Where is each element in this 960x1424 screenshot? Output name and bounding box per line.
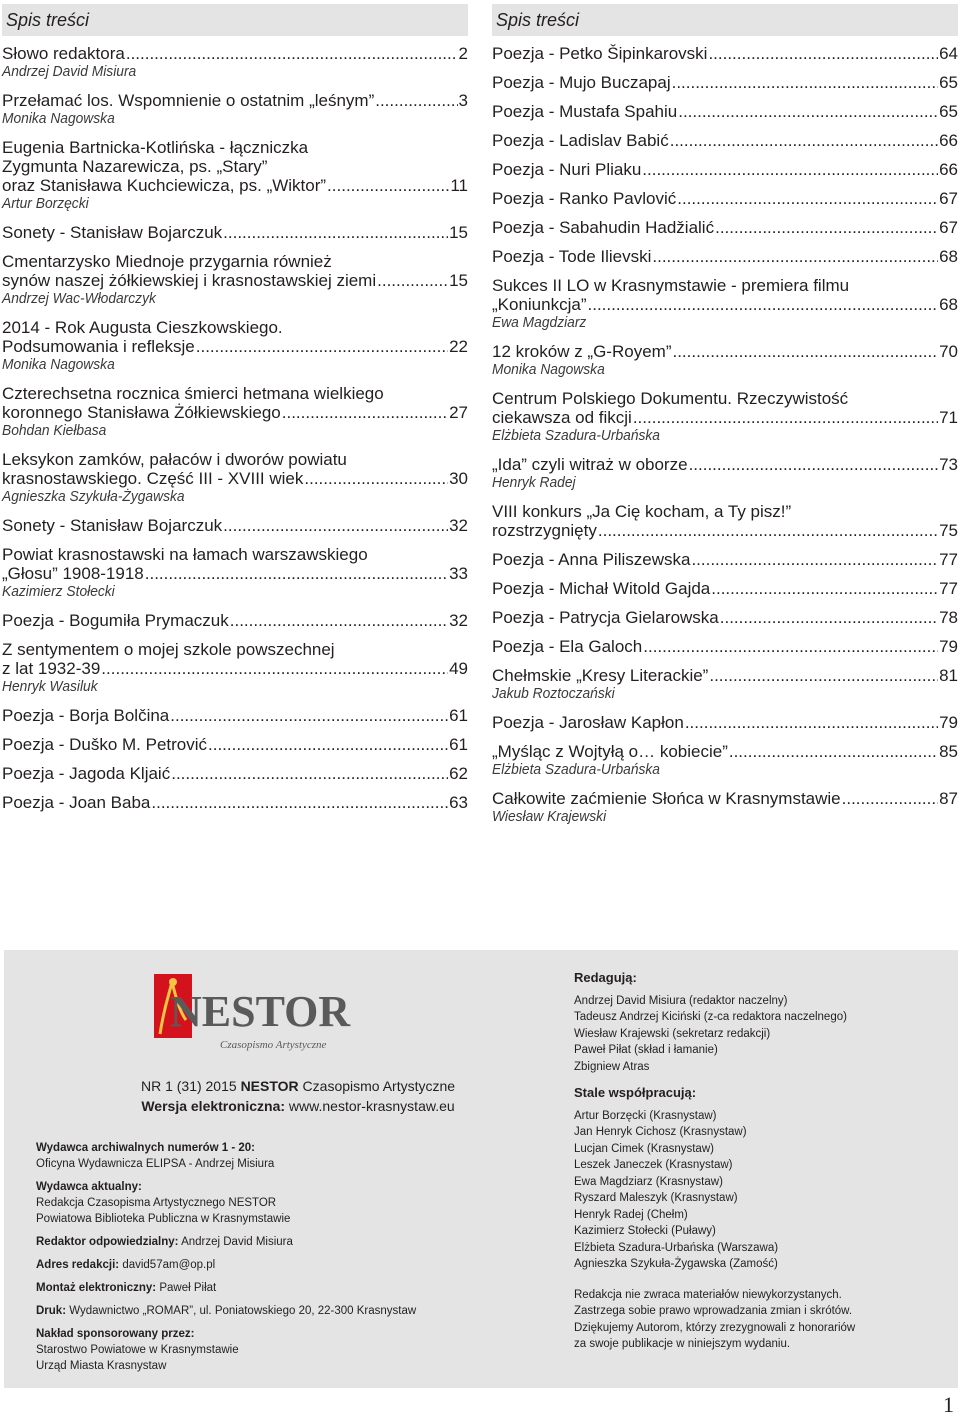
contributor-name: Elżbieta Szadura-Urbańska (Warszawa) — [574, 1241, 779, 1254]
toc-entry-row — [2, 223, 468, 242]
editor-name: Paweł Piłat (skład i łamanie) — [574, 1044, 718, 1056]
publisher-value: Powiatowa Biblioteka Publiczna w Krasnymstawie — [36, 1213, 291, 1225]
toc-entry-title: Podsumowania i refleksje — [2, 337, 195, 356]
toc-entry-author: Elżbieta Szadura-Urbańska — [492, 761, 660, 778]
toc-entry[interactable] — [2, 223, 468, 242]
contributor-name: Jan Henryk Cichosz (Krasnystaw) — [574, 1126, 747, 1138]
publisher-block — [36, 1326, 516, 1374]
toc-leader-dots — [708, 44, 938, 63]
toc-page-number: 63 — [449, 793, 468, 812]
publisher-label: Druk: — [36, 1305, 67, 1317]
toc-entry[interactable] — [2, 384, 468, 440]
toc-entry[interactable] — [492, 276, 958, 332]
toc-entry-title: Poezja - Jagoda Kljaić — [2, 764, 171, 783]
toc-leader-dots — [101, 659, 448, 678]
toc-leader-dots — [196, 337, 448, 356]
toc-page-number: 79 — [939, 637, 958, 656]
page-number: 1 — [943, 1392, 954, 1417]
publisher-block — [36, 1280, 516, 1296]
toc-entry-row — [2, 516, 468, 535]
toc-entry-author: Andrzej David Misiura — [2, 63, 137, 80]
toc-page-number: 11 — [450, 176, 468, 195]
editor-name: Tadeusz Andrzej Kiciński (z-ca redaktora naczelnego) — [574, 1011, 847, 1023]
toc-leader-dots — [670, 131, 938, 150]
toc-entry-row — [2, 403, 468, 422]
toc-list — [492, 44, 958, 826]
toc-entry-author: Ewa Magdziarz — [492, 314, 587, 331]
toc-entry-title: Poezja - Mujo Buczapaj — [492, 73, 671, 92]
toc-entry-row — [492, 521, 958, 540]
toc-page-number: 79 — [939, 713, 958, 732]
toc-entry-title: Poezja - Sabahudin Hadžialić — [492, 218, 715, 237]
toc-entry[interactable] — [2, 793, 468, 812]
toc-entry-title: synów naszej żółkiewskiej i krasnostawskiej ziemi — [2, 271, 377, 290]
toc-entry[interactable] — [2, 318, 468, 374]
publisher-block — [36, 1303, 516, 1319]
toc-entry-row — [492, 247, 958, 266]
issue-subtitle: Czasopismo Artystyczne — [302, 1078, 456, 1094]
note-line: Zastrzega sobie prawo wprowadzania zmian i skrótów. — [574, 1305, 853, 1317]
toc-entry[interactable] — [492, 550, 958, 569]
toc-entry-row — [492, 608, 958, 627]
toc-entry-row — [492, 455, 958, 474]
toc-page-number: 61 — [449, 735, 468, 754]
toc-entry-row — [2, 764, 468, 783]
toc-entry-row — [492, 342, 958, 361]
toc-leader-dots — [598, 521, 938, 540]
nestor-logo — [150, 968, 390, 1056]
toc-page-number: 15 — [449, 271, 468, 290]
note-line: Dziękujemy Autorom, którzy zrezygnowali z honorariów — [574, 1321, 856, 1334]
contributor-name: Kazimierz Stołecki (Puławy) — [574, 1225, 716, 1237]
toc-entry-title: Poezja - Anna Piliszewska — [492, 550, 691, 569]
publisher-block — [36, 1234, 516, 1250]
toc-page-number: 75 — [939, 521, 958, 540]
toc-entry-author: Monika Nagowska — [492, 361, 605, 378]
toc-entry-row — [492, 579, 958, 598]
note-line: Redakcja nie zwraca materiałów niewykorzystanych. — [574, 1288, 842, 1301]
toc-entry[interactable] — [2, 450, 468, 506]
toc-page-number: 85 — [939, 742, 958, 761]
publisher-line — [36, 1234, 516, 1250]
toc-entry-author: Bohdan Kiełbasa — [2, 422, 107, 439]
toc-entry-row — [2, 564, 468, 583]
toc-leader-dots — [223, 223, 448, 242]
toc-leader-dots — [304, 469, 448, 488]
toc-entry-title: Poezja - Ladislav Babić — [492, 131, 669, 150]
toc-leader-dots — [685, 713, 938, 732]
toc-page-number: 62 — [449, 764, 468, 783]
toc-entry-author: Henryk Radej — [492, 474, 576, 491]
toc-entry-row — [2, 659, 468, 678]
toc-entry-row — [2, 793, 468, 812]
editors-heading: Redagują: — [574, 970, 637, 985]
logo-wordmark: NESTOR — [170, 987, 351, 1036]
toc-leader-dots — [151, 793, 448, 812]
toc-entry-row — [492, 73, 958, 92]
toc-entry-title: oraz Stanisława Kuchciewicza, ps. „Wiktor” — [2, 176, 327, 195]
toc-leader-dots — [327, 176, 449, 195]
toc-entry-title: krasnostawskiego. Część III - XVIII wiek — [2, 469, 304, 488]
toc-entry[interactable] — [492, 73, 958, 92]
toc-entry[interactable] — [492, 218, 958, 237]
toc-entry-row — [2, 44, 468, 63]
toc-leader-dots — [691, 550, 938, 569]
toc-entry-title: Poezja - Michał Witold Gajda — [492, 579, 711, 598]
toc-entry-author: Wiesław Krajewski — [492, 808, 607, 825]
publisher-label: Nakład sponsorowany przez: — [36, 1328, 195, 1340]
publisher-line — [36, 1179, 516, 1195]
toc-entry-title-line: Centrum Polskiego Dokumentu. Rzeczywistość — [492, 389, 849, 408]
toc-entry-author: Henryk Wasiluk — [2, 678, 98, 695]
contributor-name: Ryszard Maleszyk (Krasnystaw) — [574, 1192, 738, 1204]
publisher-line — [36, 1140, 516, 1156]
toc-entry-title: Poezja - Jarosław Kapłon — [492, 713, 684, 732]
contributors-heading: Stale współpracują: — [574, 1085, 697, 1100]
toc-entry[interactable] — [492, 247, 958, 266]
toc-entry[interactable] — [2, 252, 468, 308]
toc-page-number: 87 — [939, 789, 958, 808]
toc-entry-row — [492, 189, 958, 208]
toc-entry-title: „Ida” czyli witraż w oborze — [492, 455, 688, 474]
toc-leader-dots — [678, 102, 938, 121]
toc-entry-row — [2, 176, 468, 195]
toc-page-number: 65 — [939, 102, 958, 121]
toc-entry[interactable] — [2, 516, 468, 535]
toc-page-number: 3 — [458, 91, 468, 110]
toc-entry[interactable] — [492, 44, 958, 63]
edition-url[interactable]: www.nestor-krasnystaw.eu — [288, 1098, 455, 1114]
toc-page-number: 15 — [449, 223, 468, 242]
toc-leader-dots — [709, 666, 938, 685]
toc-entry-row — [492, 160, 958, 179]
toc-entry-title-line: 2014 - Rok Augusta Cieszkowskiego. — [2, 318, 283, 337]
publisher-label: Adres redakcji: — [36, 1259, 120, 1271]
toc-entry-title-line: Cmentarzysko Miednoje przygarnia również — [2, 252, 332, 271]
toc-leader-dots — [171, 764, 448, 783]
publisher-label: Redaktor odpowiedzialny: — [36, 1236, 179, 1248]
toc-entry-row — [492, 742, 958, 761]
toc-entry-title: koronnego Stanisława Żółkiewskiego — [2, 403, 281, 422]
note-line: za swoje publikacje w niniejszym wydaniu. — [574, 1338, 791, 1350]
toc-entry[interactable] — [492, 131, 958, 150]
toc-leader-dots — [677, 189, 938, 208]
toc-leader-dots — [230, 611, 448, 630]
toc-page-number: 2 — [458, 44, 468, 63]
toc-entry[interactable] — [492, 579, 958, 598]
toc-leader-dots — [715, 218, 938, 237]
toc-column-left — [2, 4, 468, 822]
publisher-block — [36, 1257, 516, 1273]
toc-entry-title-line: Z sentymentem o mojej szkole powszechnej — [2, 640, 335, 659]
publisher-value: Wydawnictwo „ROMAR”, ul. Poniatowskiego 20, 22-300 Krasnystaw — [69, 1305, 417, 1317]
toc-header: Spis treści — [492, 4, 958, 36]
toc-entry-title-line: Czterechsetna rocznica śmierci hetmana wielkiego — [2, 384, 384, 403]
toc-page-number: 22 — [449, 337, 468, 356]
toc-entry-title: Poezja - Mustafa Spahiu — [492, 102, 678, 121]
toc-page-number: 68 — [939, 247, 958, 266]
toc-page-number: 77 — [939, 579, 958, 598]
toc-entry[interactable] — [492, 666, 958, 703]
toc-leader-dots — [375, 91, 457, 110]
publisher-block — [36, 1179, 516, 1227]
toc-entry[interactable] — [492, 160, 958, 179]
toc-entry-row — [492, 713, 958, 732]
toc-list — [2, 44, 468, 812]
toc-entry-title-line: Leksykon zamków, pałaców i dworów powiatu — [2, 450, 347, 469]
toc-entry-title: Poezja - Patrycja Gielarowska — [492, 608, 719, 627]
contributors-list — [574, 1108, 944, 1273]
toc-entry-row — [492, 637, 958, 656]
toc-page-number: 66 — [939, 131, 958, 150]
toc-page-number: 32 — [449, 516, 468, 535]
editorial-staff — [574, 970, 944, 1363]
toc-page-number: 67 — [939, 218, 958, 237]
toc-entry-row — [492, 789, 958, 808]
toc-entry-title-line: VIII konkurs „Ja Cię kocham, a Ty pisz!” — [492, 502, 792, 521]
toc-entry-row — [2, 469, 468, 488]
toc-leader-dots — [672, 73, 938, 92]
toc-leader-dots — [282, 403, 448, 422]
toc-entry[interactable] — [2, 764, 468, 783]
toc-page-number: 81 — [939, 666, 958, 685]
toc-entry-title-line: Powiat krasnostawski na łamach warszawskiego — [2, 545, 368, 564]
toc-entry-title: Poezja - Joan Baba — [2, 793, 151, 812]
toc-page-number: 70 — [939, 342, 958, 361]
toc-entry-author: Kazimierz Stołecki — [2, 583, 115, 600]
editor-name: Wiesław Krajewski (sekretarz redakcji) — [574, 1027, 771, 1040]
logo-tagline: Czasopismo Artystyczne — [220, 1039, 327, 1051]
toc-entry-row — [492, 102, 958, 121]
toc-page-number: 65 — [939, 73, 958, 92]
toc-column-right — [492, 4, 958, 836]
publisher-line — [36, 1280, 516, 1296]
toc-entry[interactable] — [2, 138, 468, 213]
toc-leader-dots — [842, 789, 938, 808]
editorial-note — [574, 1287, 944, 1353]
toc-entry-row — [2, 735, 468, 754]
toc-entry-title: z lat 1932-39 — [2, 659, 101, 678]
toc-entry-title: Przełamać los. Wspomnienie o ostatnim „leśnym” — [2, 91, 375, 110]
toc-header: Spis treści — [2, 4, 468, 36]
toc-page-number: 61 — [449, 706, 468, 725]
toc-entry-title: „Głosu” 1908-1918 — [2, 564, 144, 583]
contributor-name: Henryk Radej (Chełm) — [574, 1208, 688, 1221]
publisher-block — [36, 1140, 516, 1172]
contributor-name: Leszek Janeczek (Krasnystaw) — [574, 1159, 733, 1171]
toc-entry-title-line: Sukces II LO w Krasnymstawie - premiera filmu — [492, 276, 850, 295]
toc-page-number: 66 — [939, 160, 958, 179]
toc-leader-dots — [208, 735, 448, 754]
publisher-value: Urząd Miasta Krasnystaw — [36, 1360, 167, 1372]
toc-entry-title: ciekawsza od fikcji — [492, 408, 632, 427]
toc-entry[interactable] — [492, 389, 958, 445]
edition-line — [118, 1096, 478, 1116]
toc-entry-title: Poezja - Borja Bolčina — [2, 706, 170, 725]
toc-entry-title: Poezja - Tode Ilievski — [492, 247, 652, 266]
toc-entry-row — [492, 408, 958, 427]
toc-page-number: 33 — [449, 564, 468, 583]
toc-entry-title: Poezja - Petko Šipinkarovski — [492, 44, 708, 63]
toc-entry-author: Artur Borzęcki — [2, 195, 89, 212]
toc-entry[interactable] — [2, 706, 468, 725]
toc-leader-dots — [170, 706, 448, 725]
issue-line — [118, 1076, 478, 1096]
toc-entry-row — [492, 218, 958, 237]
toc-leader-dots — [223, 516, 448, 535]
toc-entry-row — [2, 706, 468, 725]
toc-leader-dots — [643, 637, 938, 656]
publisher-value: Starostwo Powiatowe w Krasnymstawie — [36, 1344, 239, 1356]
toc-entry-author: Elżbieta Szadura-Urbańska — [492, 427, 660, 444]
toc-entry-title: Poezja - Ela Galoch — [492, 637, 643, 656]
toc-page-number: 30 — [449, 469, 468, 488]
toc-entry-row — [2, 271, 468, 290]
colophon-panel — [4, 950, 958, 1388]
toc-entry-author: Andrzej Wac-Włodarczyk — [2, 290, 156, 307]
toc-entry[interactable] — [492, 502, 958, 540]
toc-leader-dots — [652, 247, 938, 266]
toc-entry-title: Poezja - Nuri Pliaku — [492, 160, 642, 179]
toc-entry-title: „Koniunkcja” — [492, 295, 587, 314]
toc-leader-dots — [633, 408, 938, 427]
contributor-name: Lucjan Cimek (Krasnystaw) — [574, 1142, 714, 1155]
toc-entry[interactable] — [2, 545, 468, 601]
toc-page-number: 67 — [939, 189, 958, 208]
issue-number: NR 1 (31) 2015 — [140, 1078, 237, 1094]
publisher-line — [36, 1326, 516, 1342]
toc-entry[interactable] — [492, 608, 958, 627]
toc-leader-dots — [377, 271, 448, 290]
publisher-value: Andrzej David Misiura — [181, 1236, 293, 1248]
editor-name: Andrzej David Misiura (redaktor naczelny) — [574, 994, 788, 1007]
toc-entry-title: Chełmskie „Kresy Literackie” — [492, 666, 709, 685]
publisher-label: Montaż elektroniczny: — [36, 1282, 157, 1294]
toc-entry[interactable] — [492, 789, 958, 826]
toc-entry-title: Słowo redaktora — [2, 44, 125, 63]
toc-entry[interactable] — [2, 611, 468, 630]
toc-entry-row — [2, 91, 468, 110]
toc-leader-dots — [729, 742, 938, 761]
toc-leader-dots — [711, 579, 938, 598]
toc-page-number: 32 — [449, 611, 468, 630]
toc-entry-title: Poezja - Duško M. Petrović — [2, 735, 208, 754]
publisher-value: Paweł Piłat — [159, 1282, 217, 1294]
toc-page-number: 71 — [939, 408, 958, 427]
toc-entry-title: Poezja - Ranko Pavlović — [492, 189, 677, 208]
edition-label: Wersja elektroniczna: — [141, 1098, 286, 1114]
toc-entry[interactable] — [492, 713, 958, 732]
toc-leader-dots — [689, 455, 939, 474]
toc-entry-title: Poezja - Bogumiła Prymaczuk — [2, 611, 229, 630]
publisher-value: Oficyna Wydawnicza ELIPSA - Andrzej Misiura — [36, 1158, 275, 1170]
toc-page-number: 68 — [939, 295, 958, 314]
toc-entry-row — [2, 611, 468, 630]
toc-entry-title-line: Zygmunta Nazarewicza, ps. „Stary” — [2, 157, 268, 176]
toc-entry-title: Sonety - Stanisław Bojarczuk — [2, 223, 223, 242]
toc-entry-row — [2, 337, 468, 356]
publisher-value: david57am@op.pl — [122, 1259, 216, 1271]
issue-brand: NESTOR — [240, 1078, 299, 1094]
publisher-value: Redakcja Czasopisma Artystycznego NESTOR — [36, 1197, 277, 1209]
toc-leader-dots — [672, 342, 938, 361]
toc-entry-title-line: Eugenia Bartnicka-Kotlińska - łączniczka — [2, 138, 309, 157]
toc-leader-dots — [720, 608, 938, 627]
publisher-info — [36, 1140, 516, 1381]
toc-entry-author: Agnieszka Szykuła-Żygawska — [2, 488, 185, 505]
toc-page-number: 27 — [449, 403, 468, 422]
publisher-line — [36, 1257, 516, 1273]
toc-entry[interactable] — [492, 455, 958, 492]
toc-entry[interactable] — [2, 44, 468, 81]
toc-entry-title: Całkowite zaćmienie Słońca w Krasnymstawie — [492, 789, 841, 808]
toc-entry[interactable] — [492, 102, 958, 121]
toc-entry[interactable] — [492, 342, 958, 379]
toc-page-number: 73 — [939, 455, 958, 474]
toc-entry-author: Monika Nagowska — [2, 110, 115, 127]
toc-entry-author: Jakub Roztoczański — [492, 685, 615, 702]
toc-entry-row — [492, 666, 958, 685]
toc-leader-dots — [126, 44, 458, 63]
publisher-label: Wydawca aktualny: — [36, 1181, 142, 1193]
toc-page-number: 64 — [939, 44, 958, 63]
toc-entry-title: 12 kroków z „G-Royem” — [492, 342, 672, 361]
toc-leader-dots — [145, 564, 448, 583]
toc-page-number: 78 — [939, 608, 958, 627]
toc-entry-title: „Myśląc z Wojtyłą o… kobiecie” — [492, 742, 728, 761]
editors-list — [574, 993, 944, 1076]
toc-entry[interactable] — [492, 742, 958, 779]
toc-entry-row — [492, 550, 958, 569]
issue-info — [118, 1076, 478, 1116]
contributor-name: Ewa Magdziarz (Krasnystaw) — [574, 1175, 723, 1188]
toc-leader-dots — [642, 160, 938, 179]
toc-page-number: 49 — [449, 659, 468, 678]
toc-entry[interactable] — [492, 189, 958, 208]
toc-entry[interactable] — [2, 640, 468, 696]
toc-entry-row — [492, 295, 958, 314]
toc-entry-row — [492, 131, 958, 150]
toc-entry[interactable] — [2, 735, 468, 754]
toc-entry-author: Monika Nagowska — [2, 356, 115, 373]
toc-entry[interactable] — [2, 91, 468, 128]
toc-page-number: 77 — [939, 550, 958, 569]
contributor-name: Artur Borzęcki (Krasnystaw) — [574, 1109, 717, 1122]
toc-entry[interactable] — [492, 637, 958, 656]
toc-entry-title: rozstrzygnięty — [492, 521, 597, 540]
toc-leader-dots — [588, 295, 939, 314]
publisher-label: Wydawca archiwalnych numerów 1 - 20: — [36, 1142, 255, 1154]
editor-name: Zbigniew Atras — [574, 1060, 650, 1073]
toc-entry-row — [492, 44, 958, 63]
contributor-name: Agnieszka Szykuła-Żygawska (Zamość) — [574, 1258, 778, 1270]
publisher-line — [36, 1303, 516, 1319]
toc-entry-title: Sonety - Stanisław Bojarczuk — [2, 516, 223, 535]
